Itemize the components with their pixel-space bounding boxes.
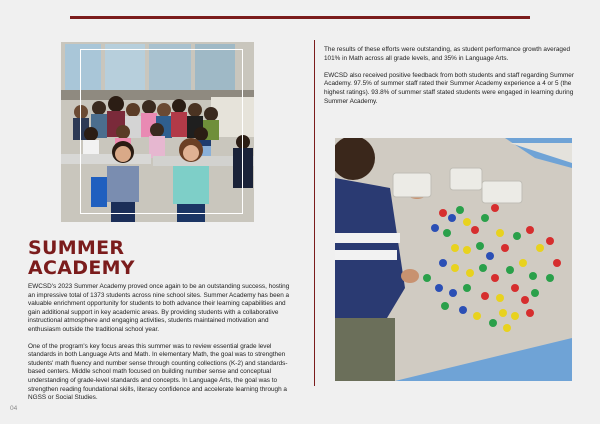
photo-frame-overlay — [80, 49, 243, 214]
right-paragraph-2: EWCSD also received positive feedback from both students and staff regarding Summer Academy. 97.5% of summer staff rated their Summer Academy experience a 4 or 5 (the highest ratings). 93.8% of summer staff stated students were engaged in learning during Summer Academy. — [324, 71, 574, 105]
page-number: 04 — [10, 405, 18, 412]
counting-bears-photo — [335, 138, 572, 381]
left-body-text — [28, 283, 298, 411]
left-paragraph-2: One of the program's key focus areas this summer was to review essential grade level standards in both Language Arts and Math. In elementary Math, the goal was to strengthen students' math fluency and number sense through counting collections (K-2) and standards-based centers. Middle school math focused on building number sense and conceptual understanding of grade-level standards and concepts. In Language Arts, the goal was to strengthen reading foundational skills, literacy confidence and accelerate learning through a NGSS or Social Studies. — [28, 342, 288, 402]
section-title-line-1: SUMMER — [28, 237, 125, 259]
right-paragraph-1: The results of these efforts were outstanding, as student performance growth averaged 101% in Math across all grade levels, and 35% in Language Arts. — [324, 46, 571, 62]
section-title-line-2: ACADEMY — [28, 257, 135, 279]
left-paragraph-1: EWCSD's 2023 Summer Academy proved once again to be an outstanding success, hosting an impressive total of 1373 students across nine school sites. Summer Academy has been a valuable enrichment opportunity for students to both advance their learning capabilities and gain additional support in key academic areas. By providing students with a collaborative instructional atmosphere and engaging activities, students maintained motivation and enthusiasm outside the traditional school year. — [28, 283, 290, 333]
section-title — [28, 238, 135, 278]
right-body-text — [324, 46, 574, 115]
top-rule — [70, 16, 530, 19]
column-divider — [314, 40, 315, 386]
